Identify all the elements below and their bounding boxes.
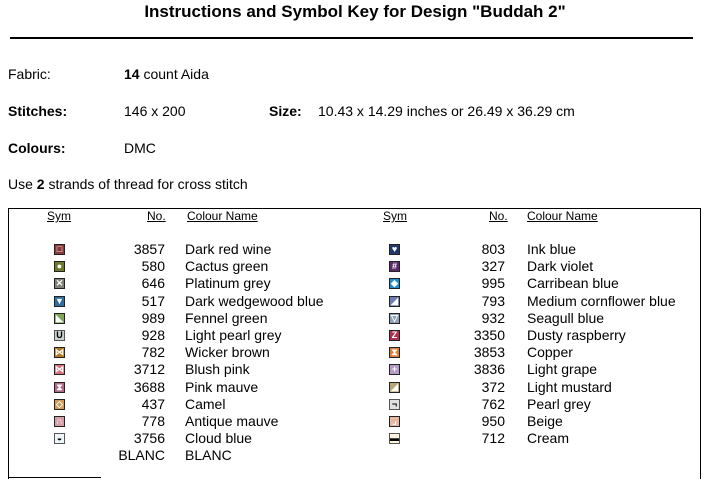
dmc-number: BLANC [118,447,165,464]
table-row [9,275,689,292]
right-sym-header: Sym [383,209,407,223]
dmc-number: 995 [481,275,505,292]
colour-name: Seagull blue [527,309,605,326]
stitches-value: 146 x 200 [124,103,186,119]
table-bottom-line [8,477,101,478]
left-name-header: Colour Name [187,209,258,223]
table-row [9,293,689,310]
colour-name: Pink mauve [185,378,259,395]
page-title: Instructions and Symbol Key for Design "Buddah 2" [144,2,566,21]
size-value: 10.43 x 14.29 inches or 26.49 x 36.29 cm [318,103,575,119]
colour-name: Camel [185,395,226,412]
dmc-number: 3756 [133,430,165,447]
colour-name: Cactus green [185,258,269,275]
colours-value: DMC [124,140,156,156]
table-row [9,447,689,464]
dmc-number: 928 [141,327,165,343]
dmc-number: 762 [481,395,505,412]
stitch-symbol-icon: U [54,330,65,341]
colour-name: Light pearl grey [185,327,282,343]
right-name-header: Colour Name [527,209,598,223]
colour-name: Dark violet [527,258,594,275]
stitch-symbol-icon: ▬ [390,433,399,444]
dmc-number: 3712 [133,361,165,378]
colour-name: Dark wedgewood blue [185,292,324,309]
dmc-number: 782 [141,344,165,361]
table-row [9,344,689,361]
stitch-symbol-icon: ▼ [55,295,64,306]
stitch-symbol-icon: ● [54,261,65,272]
strands-instruction [8,176,248,192]
fabric-type: count Aida [139,66,209,82]
dmc-number: 580 [141,258,165,275]
left-sym-header: Sym [47,209,71,223]
colour-name: Blush pink [185,361,250,378]
stitch-symbol-icon: ♥ [389,244,400,255]
stitch-symbol-icon: □ [54,244,65,255]
dmc-number: 646 [141,275,165,292]
colour-name: Antique mauve [185,413,279,429]
strands-post: strands of thread for cross stitch [44,176,248,192]
colour-name: Ink blue [527,241,577,257]
dmc-number: 327 [481,258,505,275]
dmc-number: 3836 [473,361,505,378]
colour-name: Medium cornflower blue [527,292,676,309]
dmc-number: 778 [141,413,165,429]
colour-name: Cream [527,430,570,447]
fabric-label: Fabric: [8,66,51,82]
colour-name: Wicker brown [185,344,270,361]
colour-name: Copper [527,344,573,361]
table-row [9,241,689,258]
stitch-symbol-icon: ⧗ [389,347,400,358]
stitch-symbol-icon: + [389,364,400,375]
colour-name: Fennel green [185,309,268,326]
colour-name: Dark red wine [185,241,272,257]
stitch-symbol-icon: ⌟ [389,416,400,427]
dmc-number: 950 [481,413,505,429]
dmc-number: 989 [141,309,165,326]
stitches-label: Stitches: [8,103,68,119]
colour-name: Dusty raspberry [527,327,626,343]
right-no-header: No. [489,209,508,223]
stitch-symbol-icon: ⋈ [55,364,64,375]
dmc-number: 3853 [473,344,505,361]
left-no-header: No. [147,209,166,223]
dmc-number: 3857 [133,241,165,257]
stitch-symbol-icon: ◆ [389,278,400,289]
fabric-value [124,66,209,82]
stitch-symbol-icon: ◢ [389,296,400,307]
colour-name: Beige [527,413,563,429]
table-row [9,430,689,447]
table-row [9,327,689,344]
stitch-symbol-icon: ∩ [54,416,65,427]
size-label: Size: [269,103,302,119]
table-row [9,258,689,275]
table-row [9,310,689,327]
stitch-symbol-icon: ◢ [389,382,400,393]
stitch-symbol-icon: ⧗ [54,382,65,393]
stitch-symbol-icon: ¬ [389,399,400,410]
colour-name: Cloud blue [185,430,252,447]
table-row [9,413,689,430]
colour-name: Pearl grey [527,395,591,412]
stitch-symbol-icon: ✕ [55,278,64,289]
dmc-number: 3688 [133,378,165,395]
strands-pre: Use [8,176,37,192]
dmc-number: 793 [481,292,505,309]
dmc-number: 803 [481,241,505,257]
table-row [9,361,689,378]
dmc-number: 517 [141,292,165,309]
table-row [9,396,689,413]
dmc-number: 437 [141,395,165,412]
stitch-symbol-icon: ▽ [389,313,400,324]
title-underline [10,37,693,39]
table-row [9,379,689,396]
colour-name: Light mustard [527,378,612,395]
colour-name: BLANC [185,447,232,464]
stitch-symbol-icon: ◒ [54,433,65,444]
dmc-number: 932 [481,309,505,326]
symbol-key-table [8,208,701,479]
dmc-number: 372 [481,378,505,395]
strands-count: 2 [36,176,45,192]
colours-label: Colours: [8,140,66,156]
fabric-count: 14 [124,66,140,82]
stitch-symbol-icon: ◇ [54,399,65,410]
stitch-symbol-icon: # [389,261,400,272]
colour-name: Platinum grey [185,275,271,292]
dmc-number: 712 [481,430,505,447]
stitch-symbol-icon: ◣ [54,313,65,324]
stitch-symbol-icon: ⋈ [55,347,64,358]
stitch-symbol-icon: Z [389,330,400,341]
dmc-number: 3350 [473,327,505,343]
colour-name: Carribean blue [527,275,619,292]
colour-name: Light grape [527,361,598,378]
